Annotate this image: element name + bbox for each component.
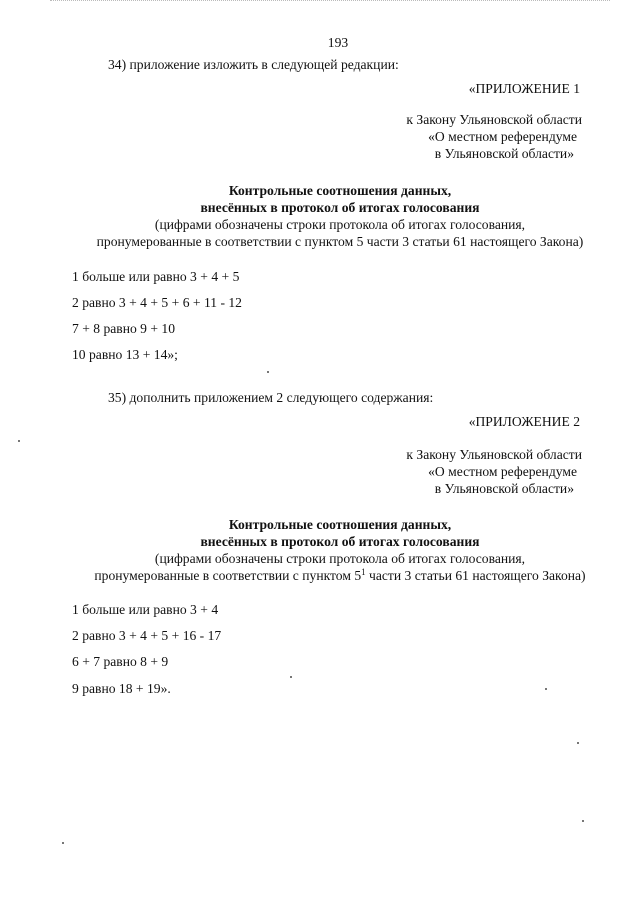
scan-speck — [577, 742, 579, 744]
appendix-1-ratio-4: 10 равно 13 + 14»; — [72, 347, 178, 362]
appendix-1-heading-line1: Контрольные соотношения данных, — [228, 183, 452, 198]
appendix-1-law-ref-line1: к Закону Ульяновской области — [406, 112, 582, 127]
appendix-1-ratio-2: 2 равно 3 + 4 + 5 + 6 + 11 - 12 — [72, 295, 242, 310]
scan-speck — [62, 842, 64, 844]
appendix-1-law-ref-line3: в Ульяновской области» — [434, 146, 574, 161]
appendix-2-note-line1: (цифрами обозначены строки протокола об итогах голосования, — [154, 551, 526, 566]
scan-speck — [582, 820, 584, 822]
appendix-1-heading-line2: внесённых в протокол об итогах голосования — [200, 200, 480, 215]
scan-speck — [267, 371, 269, 373]
appendix-2-ratio-1: 1 больше или равно 3 + 4 — [72, 602, 219, 617]
appendix-2-law-ref-line3: в Ульяновской области» — [434, 481, 574, 496]
appendix-2-law-ref-line2: «О местном референдуме — [428, 464, 577, 479]
scan-speck — [290, 676, 292, 678]
item-35-intro: 35) дополнить приложением 2 следующего содержания: — [108, 390, 434, 405]
footnote-superscript: 1 — [361, 567, 366, 577]
appendix-1-title: «ПРИЛОЖЕНИЕ 1 — [468, 81, 580, 96]
appendix-1-law-ref-line2: «О местном референдуме — [428, 129, 577, 144]
appendix-1-ratio-3: 7 + 8 равно 9 + 10 — [72, 321, 176, 336]
appendix-2-note-line2: пронумерованные в соответствии с пунктом $5^1$ части 3 статьи 61 настоящего Закона) — [94, 567, 586, 583]
scan-edge-noise — [50, 0, 610, 7]
appendix-2-title: «ПРИЛОЖЕНИЕ 2 — [468, 414, 580, 429]
item-34-intro: 34) приложение изложить в следующей редакции: — [108, 57, 399, 72]
appendix-2-ratio-3: 6 + 7 равно 8 + 9 — [72, 654, 169, 669]
appendix-1-ratio-1: 1 больше или равно 3 + 4 + 5 — [72, 269, 240, 284]
page-number: 193 — [327, 35, 349, 50]
appendix-2-ratio-4: 9 равно 18 + 19». — [72, 681, 171, 696]
scan-speck — [545, 688, 547, 690]
appendix-2-heading-line1: Контрольные соотношения данных, — [228, 517, 452, 532]
appendix-1-note-line1: (цифрами обозначены строки протокола об итогах голосования, — [154, 217, 526, 232]
appendix-2-law-ref-line1: к Закону Ульяновской области — [406, 447, 582, 462]
scan-speck — [18, 440, 20, 442]
appendix-2-ratio-2: 2 равно 3 + 4 + 5 + 16 - 17 — [72, 628, 222, 643]
appendix-2-heading-line2: внесённых в протокол об итогах голосования — [200, 534, 480, 549]
appendix-1-note-line2: пронумерованные в соответствии с пунктом 5 части 3 статьи 61 настоящего Закона) — [96, 234, 584, 249]
